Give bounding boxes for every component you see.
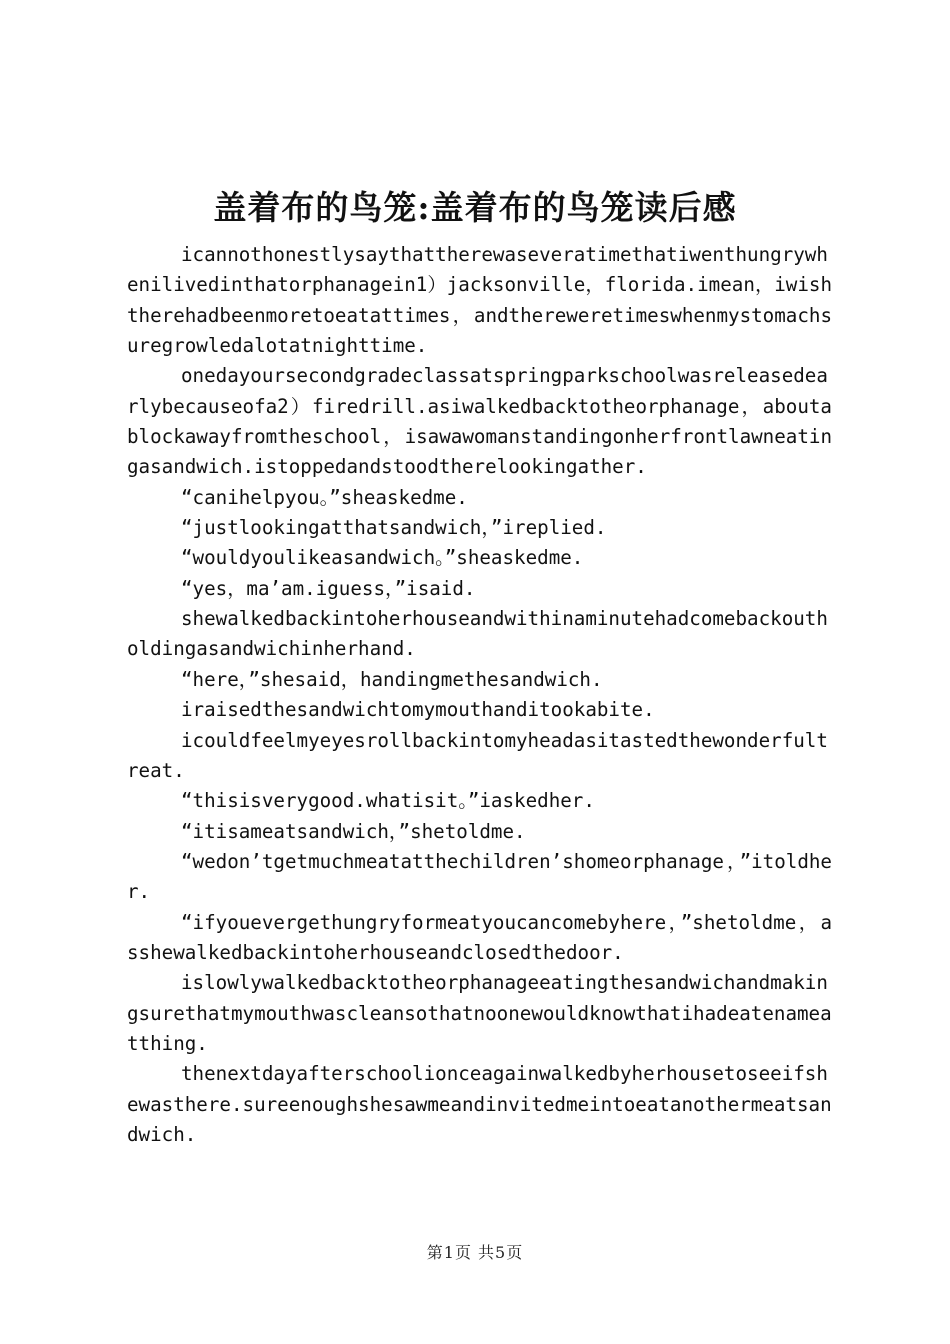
paragraph: icannothonestlysaythattherewaseveratimethatiwenthungrywhenilivedinthatorphanagein1）jacksonville，florida.imean，iwishtherehadbeenmoretoeatattimes，andthereweretimeswhenmystomachsuregrowledalotatnighttime. [127,243,832,358]
document-title: 盖着布的鸟笼:盖着布的鸟笼读后感 [213,188,737,227]
paragraph: “thisisverygood.whatisit。”iaskedher. [181,789,595,813]
paragraph: iraisedthesandwichtomymouthanditookabite. [181,698,655,722]
paragraph: icouldfeelmyeyesrollbackintomyheadasitastedthewonderfultreat. [127,728,828,782]
paragraph: onedayoursecondgradeclassatspringparkschoolwasreleasedearlybecauseofa2）firedrill.asiwalkedbacktotheorphanage，aboutablockawayfromtheschool，isawawomanstandingonherfrontlawneatingasandwich.istoppedandstoodtherelookingather. [127,364,832,479]
paragraph: “yes，ma’am.iguess，”isaid. [181,576,476,600]
paragraph: “wedon’tgetmuchmeatatthechildren’shomeorphanage，”itoldher. [127,849,832,904]
page-number-footer: 第1页 共5页 [426,1243,524,1262]
paragraph: “ifyouevergethungryformeatyoucancomebyhere，”shetoldme，asshewalkedbackintoherhouseandclosedthedoor. [127,910,832,964]
document-body [127,240,832,1150]
paragraph: shewalkedbackintoherhouseandwithinaminutehadcomebackoutholdingasandwichinherhand. [127,607,828,661]
paragraph: thenextdayafterschoolionceagainwalkedbyherhousetoseeifshewasthere.sureenoughshesawmeandinvitedmeintoeatanothermeatsandwich. [127,1062,832,1146]
paragraph: “justlookingatthatsandwich，”ireplied. [181,516,607,540]
paragraph: “wouldyoulikeasandwich。”sheaskedme. [181,546,584,570]
paragraph: “canihelpyou。”sheaskedme. [181,485,468,509]
paragraph: “here，”shesaid，handingmethesandwich. [181,667,603,691]
paragraph: islowlywalkedbacktotheorphanageeatingthesandwichandmakingsurethatmymouthwascleansothatnoonewouldknowthatihadeatenameatthing. [127,971,832,1055]
paragraph: “itisameatsandwich，”shetoldme. [181,819,526,843]
